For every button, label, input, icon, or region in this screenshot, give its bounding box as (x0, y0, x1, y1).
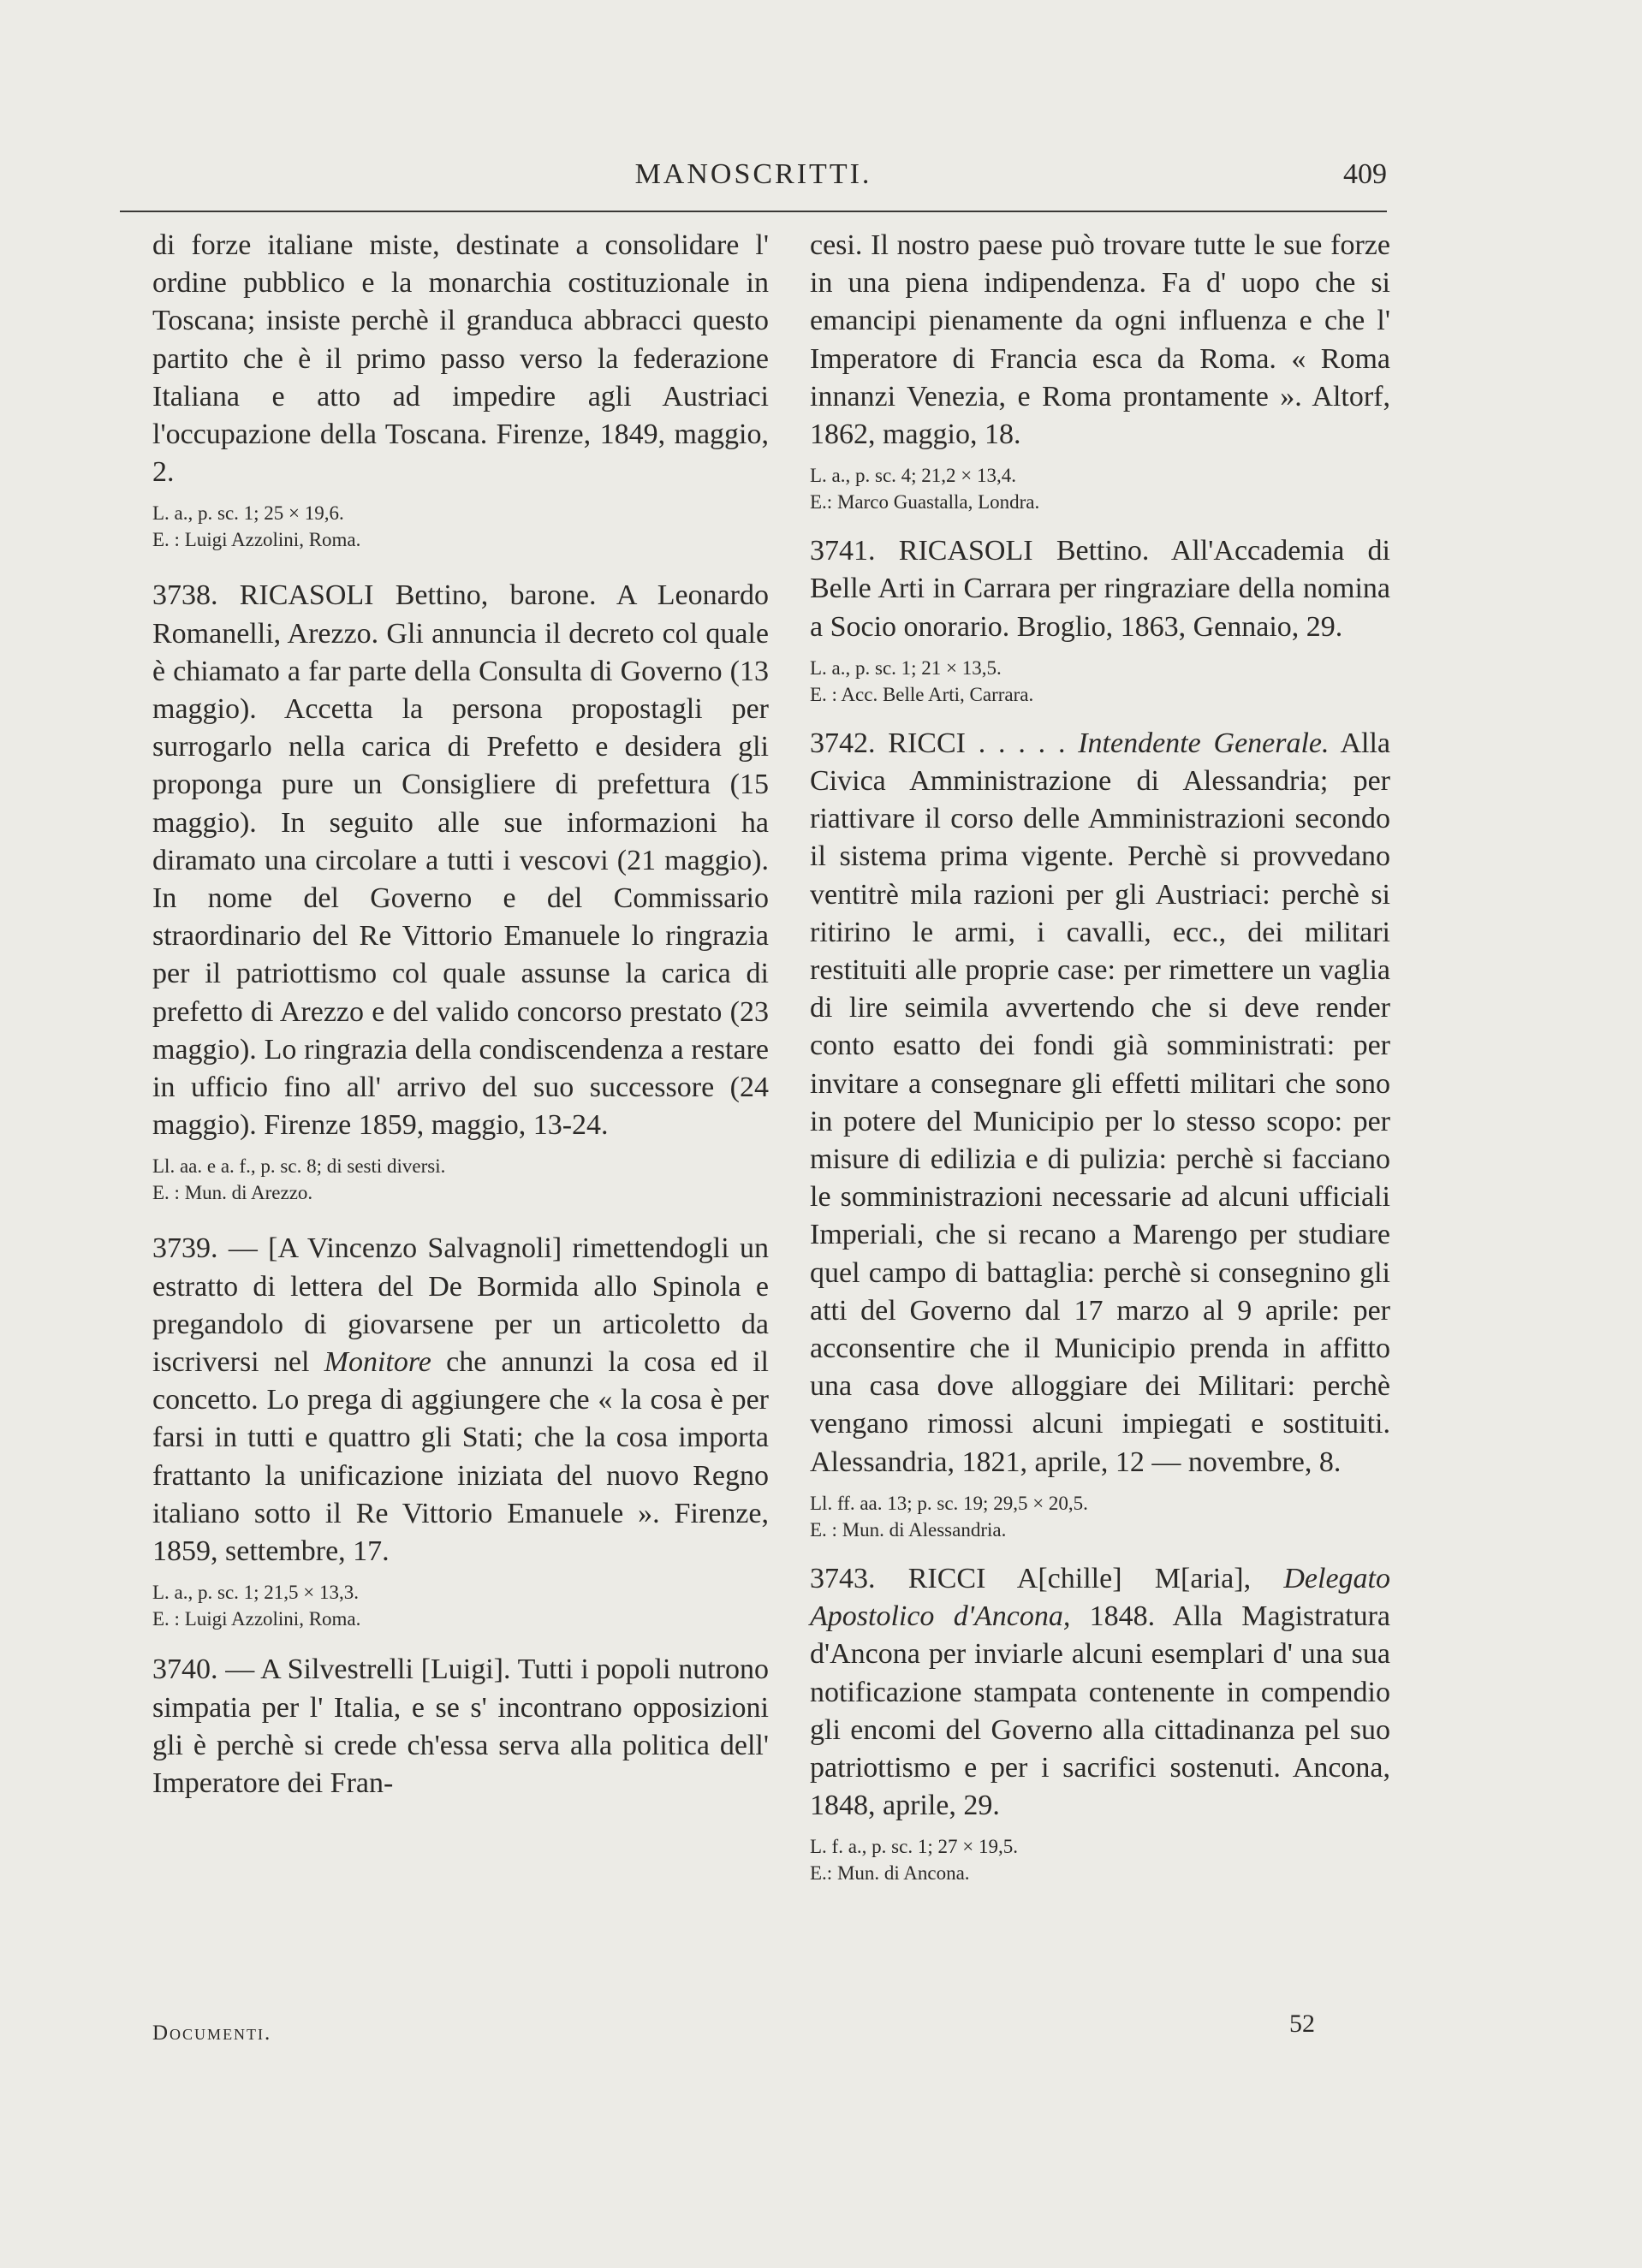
right-column (810, 227, 1390, 1903)
signature-mark: Documenti. (152, 2022, 272, 2045)
entry-owner: E.: Mun. di Ancona. (810, 1862, 970, 1885)
entry-3743 (810, 1560, 1390, 1886)
entry-text: 3738. RICASOLI Bettino, barone. A Leonardo Romanelli, Arezzo. Gli annuncia il decreto col quale è chiamato a far parte della Consulta di Governo (13 maggio). Accetta la persona propostagli per surrogarlo nella carica di Prefetto e desidera gli proponga pure un Consigliere di prefettura (15 maggio). In seguito alle sue informazioni ha diramato una circolare a tutti i vescovi (21 maggio). In nome del Governo e del Commissario straordinario del Re Vittorio Emanuele lo ringrazia per il patriottismo col quale assunse la carica di prefetto di Arezzo e del valido concorso prestato (23 maggio). Lo ringrazia della condiscendenza a restare in ufficio fino all' arrivo del suo successore (24 maggio). Firenze 1859, maggio, 13-24. (152, 579, 769, 1142)
entry-text: 3740. — A Silvestrelli [Luigi]. Tutti i popoli nutrono simpatia per l' Italia, e se s' incontrano opposizioni gli è perchè si crede ch'essa serva alla politica dell' Imperatore dei Fran- (152, 1654, 769, 1799)
entry-3742 (810, 725, 1390, 1543)
entry-3738 (152, 577, 769, 1206)
entry-text-part: Alla Civica Amministrazione di Alessandria; per riattivare il corso delle Amministrazioni secondo il sistema prima vigente. Perchè si provvedano ventitrè mila razioni per gli Austriaci: perchè si ritirino le armi, i cavalli, ecc., dei militari restituiti alle proprie case: per rimettere un vaglia di lire seimila avvertendo che si deve render conto esatto dei fondi già somministrati: per invitare a consegnare gli effetti militari che sono in potere del Municipio per lo stesso scopo: per misure di edilizia e di pulizia: perchè si facciano le somministrazioni necessarie ad alcuni ufficiali Imperiali, che si recano a Marengo per studiare quel campo di battaglia: perchè si consegnino gli atti del Governo dal 17 marzo al 9 aprile: per acconsentire che il Municipio prenda in affitto una casa dove alloggiare dei Militari: perchè vengano rimossi alcuni impiegati e sostituiti. Alessandria, 1821, aprile, 12 — novembre, 8. (810, 727, 1390, 1478)
entry-physical-description: Ll. aa. e a. f., p. sc. 8; di sesti diversi. (152, 1155, 446, 1178)
entry-owner: E. : Luigi Azzolini, Roma. (152, 529, 361, 551)
entry-text: 3741. RICASOLI Bettino. All'Accademia di Belle Arti in Carrara per ringraziare della nomina a Socio onorario. Broglio, 1863, Gennaio, 29. (810, 535, 1390, 643)
page-number: 409 (1343, 158, 1387, 190)
entry-owner: E. : Acc. Belle Arti, Carrara. (810, 683, 1034, 705)
entry-text-part: 1848. Alla Magistratura d'Ancona per inviarle alcuni esemplari d' una sua notificazione stampata contenente in compendio gli encomi del Governo alla cittadinanza pel suo patriottismo e per i sacrifici sostenuti. Ancona, 1848, aprile, 29. (810, 1600, 1390, 1822)
entry-3740 (152, 1651, 769, 1802)
entry-physical-description: L. a., p. sc. 4; 21,2 × 13,4. (810, 465, 1017, 487)
page-header (120, 158, 1387, 210)
entry-physical-description: L. f. a., p. sc. 1; 27 × 19,5. (810, 1836, 1018, 1858)
entry-owner: E. : Luigi Azzolini, Roma. (152, 1608, 361, 1630)
header-rule (120, 211, 1387, 212)
entry-italic-title: Intendente Generale. (1078, 727, 1330, 759)
entry-physical-description: L. a., p. sc. 1; 21 × 13,5. (810, 656, 1002, 679)
left-column (152, 227, 769, 1820)
entry-text: di forze italiane miste, destinate a consolidare l' ordine pubblico e la monarchia costituzionale in Toscana; insiste perchè il granduca abbracci questo partito che è il primo passo verso la federazione Italiana e atto ad impedire agli Austriaci l'occupazione della Toscana. Firenze, 1849, maggio, 2. (152, 229, 769, 489)
entry-text-part: 3739. — [A Vincenzo Salvagnoli] rimettendogli un estratto di lettera del De Bormida allo Spinola e pregandolo di giovarsene per un articoletto da iscriversi nel (152, 1232, 769, 1379)
entry-physical-description: Ll. ff. aa. 13; p. sc. 19; 29,5 × 20,5. (810, 1492, 1088, 1514)
sheet-number: 52 (1289, 2010, 1315, 2038)
entry-3740-continued (810, 227, 1390, 515)
entry-text-part: che annunzi la cosa ed il concetto. Lo prega di aggiungere che « la cosa è per farsi in tutti e quattro gli Stati; che la cosa importa frattanto la unificazione iniziata del nuovo Regno italiano sotto il Re Vittorio Emanuele ». Firenze, 1859, settembre, 17. (152, 1346, 769, 1568)
entry-text-part: 3743. RICCI A[chille] M[aria], (810, 1562, 1284, 1594)
entry-text: cesi. Il nostro paese può trovare tutte le sue forze in una piena indipendenza. Fa d' uopo che si emancipi pienamente da ogni influenza e che l' Imperatore di Francia esca da Roma. « Roma innanzi Venezia, e Roma prontamente ». Altorf, 1862, maggio, 18. (810, 229, 1390, 451)
entry-owner: E. : Mun. di Arezzo. (152, 1182, 313, 1204)
entry-text-part: 3742. RICCI . . . . . (810, 727, 1079, 759)
entry-text (810, 725, 1390, 1481)
entry-physical-description: L. a., p. sc. 1; 21,5 × 13,3. (152, 1582, 360, 1604)
entry-italic-title: Monitore (324, 1346, 431, 1379)
entry-italic-title: Delegato Apostolico d'Ancona, (810, 1562, 1390, 1633)
entry-3739 (152, 1230, 769, 1632)
entry-text (810, 1560, 1390, 1825)
entry-text (152, 1230, 769, 1570)
running-title: MANOSCRITTI. (634, 158, 872, 190)
entry-continuation (152, 227, 769, 553)
entry-owner: E.: Marco Guastalla, Londra. (810, 491, 1040, 514)
entry-physical-description: L. a., p. sc. 1; 25 × 19,6. (152, 502, 344, 525)
entry-3741 (810, 532, 1390, 708)
entry-owner: E. : Mun. di Alessandria. (810, 1518, 1007, 1541)
